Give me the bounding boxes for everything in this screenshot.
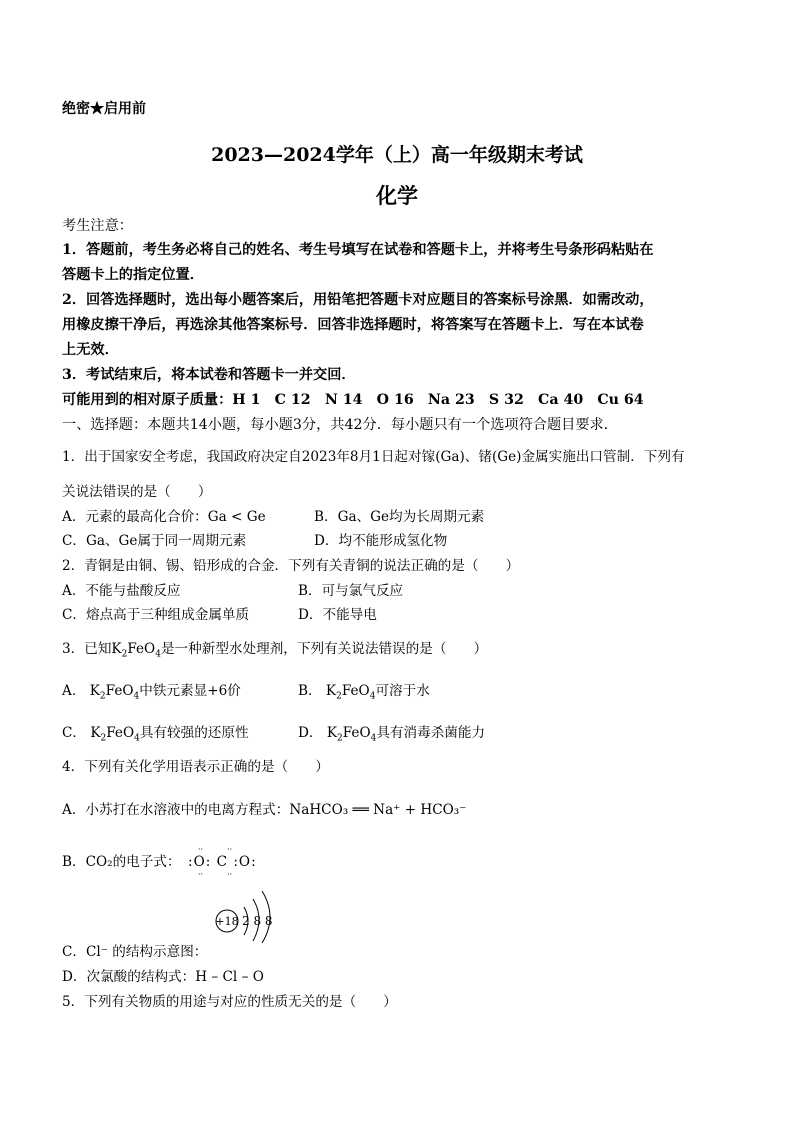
q2-option-a: A．不能与盐酸反应 (62, 583, 181, 599)
q3-stem: 3．已知$K_2FeO_4$是一种新型水处理剂，下列有关说法错误的是（ ） (62, 641, 488, 660)
q2-option-d: D．不能导电 (298, 607, 377, 623)
q4-option-d: D．次氯酸的结构式：H – Cl – O (62, 969, 264, 985)
q5-stem: 5．下列有关物质的用途与对应的性质无关的是（ ） (62, 994, 397, 1010)
co2-dots-bottom: ·· ·· (198, 870, 233, 879)
notice-item-2-line-3: 上无效． (62, 342, 119, 358)
q1-option-c: C．Ga、Ge属于同一周期元素 (62, 533, 247, 549)
exam-title: 2023—2024学年（上）高一年级期末考试 (211, 144, 583, 166)
subject-title: 化学 (376, 183, 418, 208)
q1-option-b: B．Ga、Ge均为长周期元素 (314, 509, 485, 525)
confidential-label: 绝密★启用前 (62, 101, 146, 117)
atomic-masses: 可能用到的相对原子质量：H 1 C 12 N 14 O 16 Na 23 S 32 Ca 40 Cu 64 (62, 392, 644, 408)
notice-item-1-line-2: 答题卡上的指定位置． (62, 267, 204, 283)
q4-option-b: B．CO₂的电子式： (62, 854, 181, 870)
q1-option-d: D．均不能形成氢化物 (314, 533, 448, 549)
q1-stem-line-2: 关说法错误的是（ ） (62, 484, 212, 500)
q1-option-a: A．元素的最高化合价：Ga < Ge (62, 509, 266, 525)
q1-stem-line-1: 1．出于国家安全考虑，我国政府决定自2023年8月1日起对镓(Ga)、锗(Ge)金属实施出口管制．下列有 (62, 449, 685, 465)
electron-shells: 2 8 8 (242, 914, 273, 928)
q4-stem: 4．下列有关化学用语表示正确的是（ ） (62, 759, 329, 775)
notice-item-3: 3．考试结束后，将本试卷和答题卡一并交回． (62, 367, 356, 383)
q2-option-b: B．可与氯气反应 (298, 583, 404, 599)
chloride-ion-structure-diagram (210, 885, 290, 943)
notice-item-2-line-2: 用橡皮擦干净后，再选涂其他答案标号．回答非选择题时，将答案写在答题卡上．写在本试卷 (62, 317, 644, 333)
nucleus-charge: +18 (215, 915, 239, 928)
q4-option-a: A．小苏打在水溶液中的电离方程式：NaHCO₃ ══ Na⁺ + HCO₃⁻ (62, 802, 467, 818)
q4-option-c: C．Cl⁻ 的结构示意图： (62, 944, 208, 960)
notice-heading: 考生注意： (62, 218, 133, 234)
notice-item-1-line-1: 1．答题前，考生务必将自己的姓名、考生号填写在试卷和答题卡上，并将考生号条形码粘贴在 (62, 242, 654, 258)
notice-item-2-line-1: 2．回答选择题时，选出每小题答案后，用铅笔把答题卡对应题目的答案标号涂黑．如需改动， (62, 292, 654, 308)
q2-stem: 2．青铜是由铜、锡、铅形成的合金．下列有关青铜的说法正确的是（ ） (62, 558, 520, 574)
co2-electron-formula: :O: C :O: (188, 854, 257, 870)
section-1-heading: 一、选择题：本题共14小题，每小题3分，共42分．每小题只有一个选项符合题目要求． (62, 417, 618, 433)
q3-option-c: C． $K_2FeO_4$具有较强的还原性 (62, 725, 249, 744)
q2-option-c: C．熔点高于三种组成金属单质 (62, 607, 250, 623)
q3-option-a: A． $K_2FeO_4$中铁元素显+6价 (62, 683, 241, 702)
q3-option-d: D． $K_2FeO_4$具有消毒杀菌能力 (298, 725, 486, 744)
q3-option-b: B． $K_2FeO_4$可溶于水 (298, 683, 430, 702)
co2-dots-top: ·· ·· (198, 845, 233, 854)
